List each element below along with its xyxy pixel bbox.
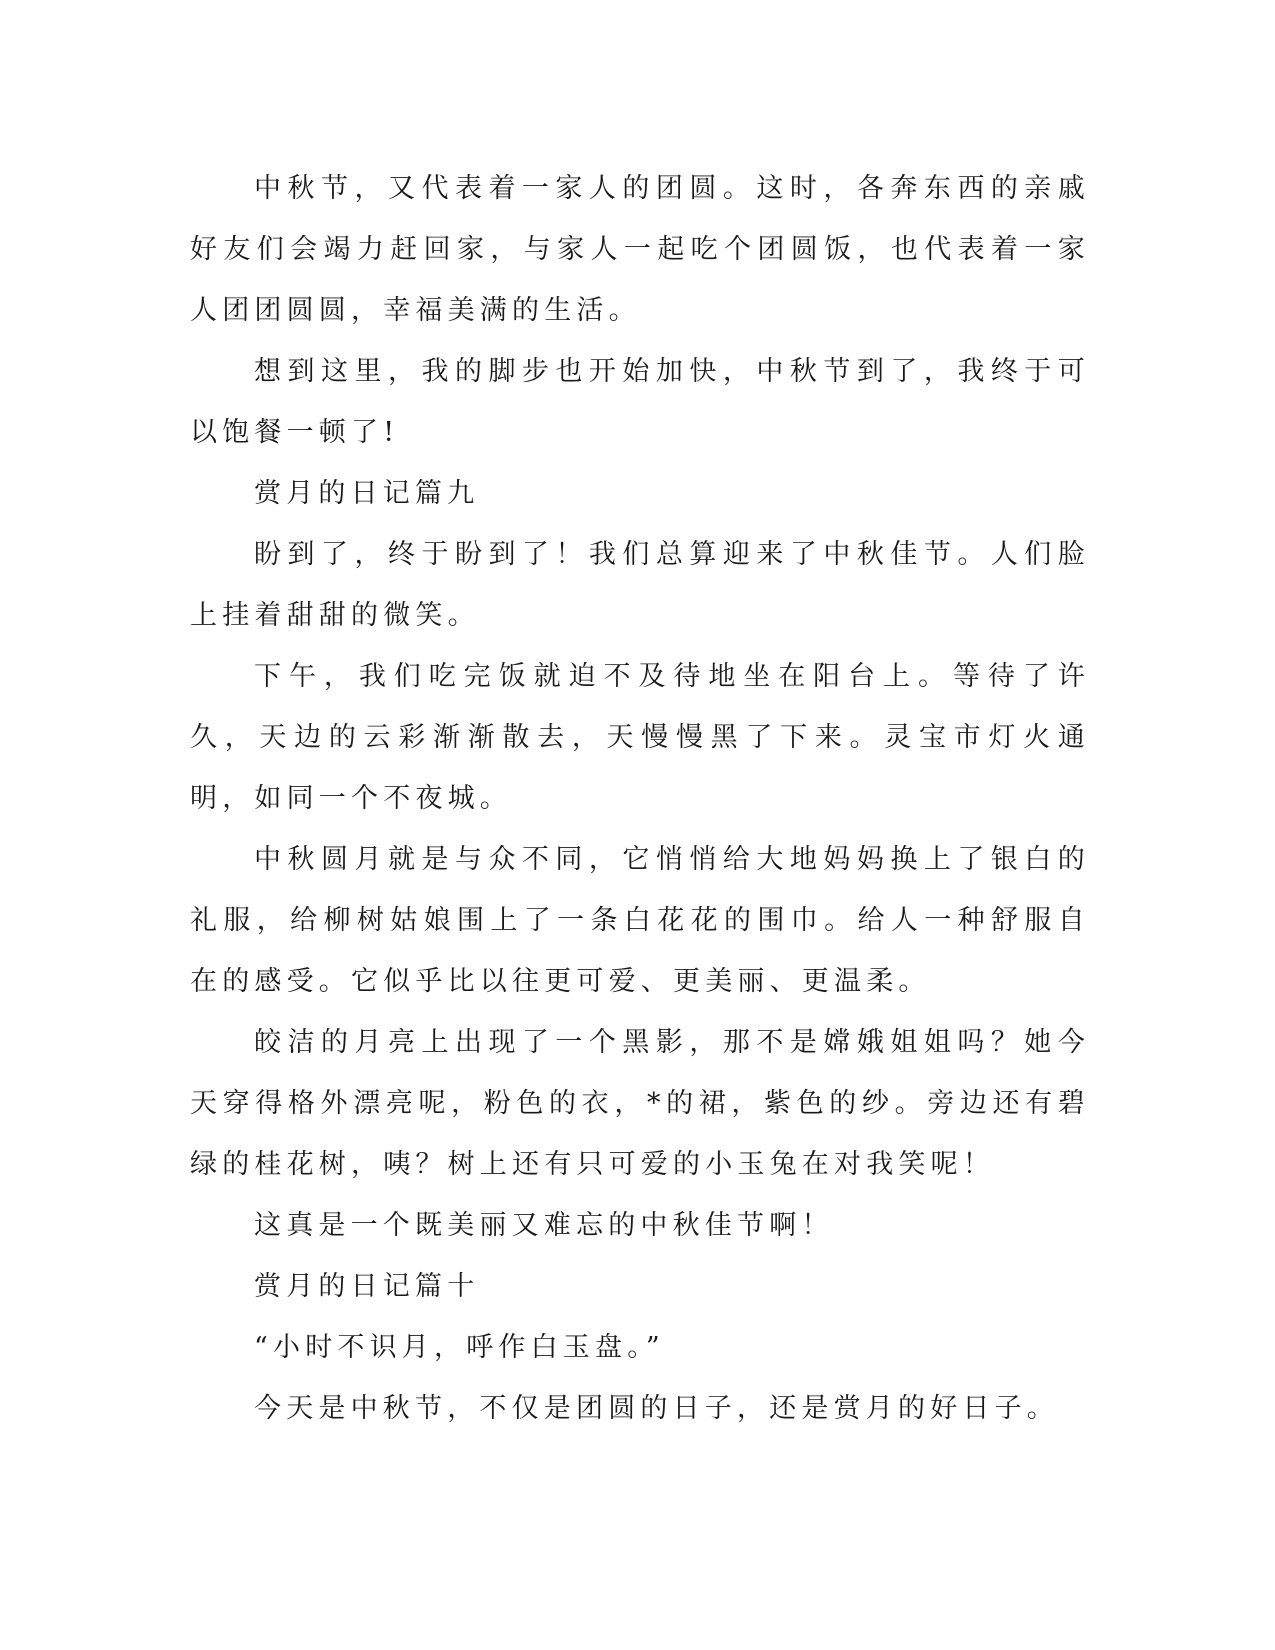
section-heading: 赏月的日记篇十 [254, 1271, 480, 1302]
paragraph: 盼到了，终于盼到了！我们总算迎来了中秋佳节。人们脸上挂着甜甜的微笑。 [190, 539, 1090, 631]
paragraph: 中秋节，又代表着一家人的团圆。这时，各奔东西的亲戚好友们会竭力赶回家，与家人一起吃个团圆饭，也代表着一家人团团圆圆，幸福美满的生活。 [190, 173, 1090, 326]
paragraph: 这真是一个既美丽又难忘的中秋佳节啊！ [254, 1210, 834, 1241]
paragraph: 中秋圆月就是与众不同，它悄悄给大地妈妈换上了银白的礼服，给柳树姑娘围上了一条白花花的围巾。给人一种舒服自在的感受。它似乎比以往更可爱、更美丽、更温柔。 [190, 844, 1090, 997]
document-body [190, 158, 1090, 1439]
section-heading: 赏月的日记篇九 [254, 478, 480, 509]
paragraph: 皎洁的月亮上出现了一个黑影，那不是嫦娥姐姐吗？她今天穿得格外漂亮呢，粉色的衣，*的裙，紫色的纱。旁边还有碧绿的桂花树，咦？树上还有只可爱的小玉兔在对我笑呢！ [190, 1027, 1090, 1180]
paragraph: 今天是中秋节，不仅是团圆的日子，还是赏月的好日子。 [254, 1393, 1059, 1424]
paragraph: 下午，我们吃完饭就迫不及待地坐在阳台上。等待了许久，天边的云彩渐渐散去，天慢慢黑了下来。灵宝市灯火通明，如同一个不夜城。 [190, 661, 1090, 814]
paragraph: 想到这里，我的脚步也开始加快，中秋节到了，我终于可以饱餐一顿了! [190, 356, 1090, 448]
quote-line: “小时不识月，呼作白玉盘。” [254, 1332, 665, 1363]
